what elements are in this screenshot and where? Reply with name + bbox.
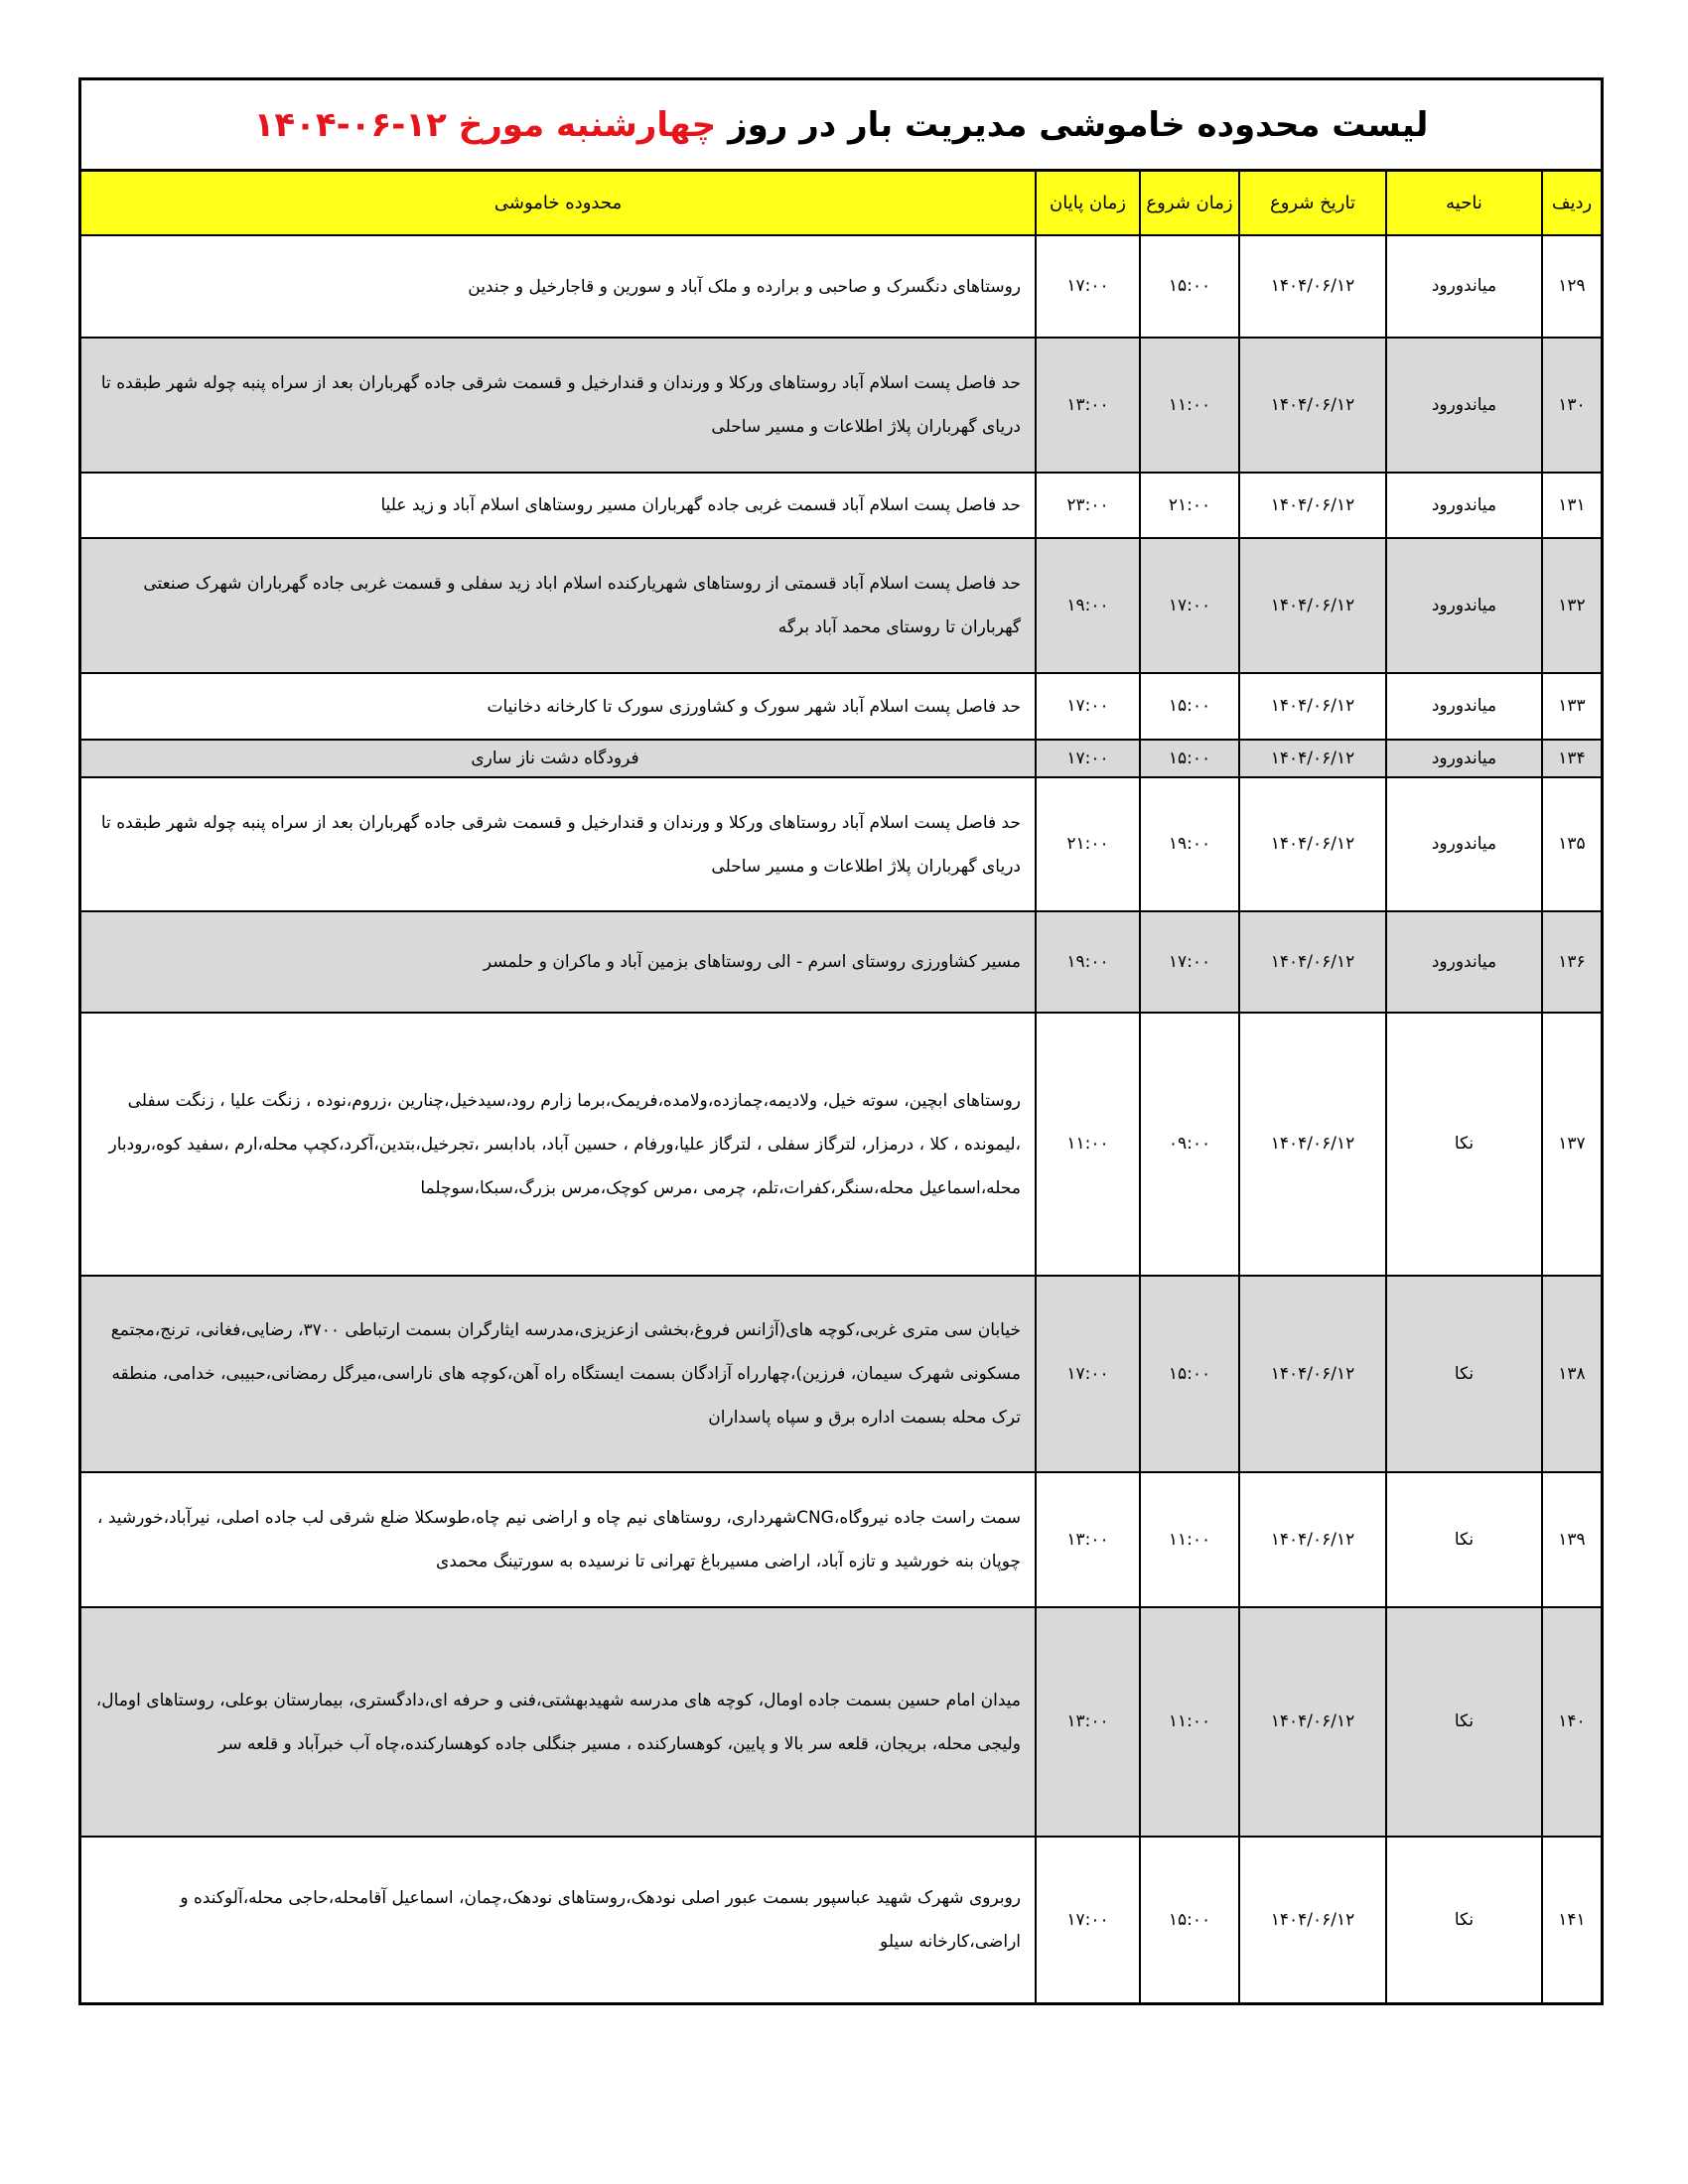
row-number: ۱۳۸ xyxy=(1542,1276,1601,1472)
table-row xyxy=(81,777,1601,911)
header-start-time: زمان شروع xyxy=(1140,172,1239,235)
header-row-number: ردیف xyxy=(1542,172,1601,235)
district: نکا xyxy=(1386,1013,1542,1276)
start-date: ۱۴۰۴/۰۶/۱۲ xyxy=(1239,1472,1386,1607)
end-time: ۱۷:۰۰ xyxy=(1036,673,1140,740)
row-number: ۱۳۴ xyxy=(1542,740,1601,777)
district: میاندورود xyxy=(1386,235,1542,338)
district: میاندورود xyxy=(1386,338,1542,473)
blackout-area: مسیر کشاورزی روستای اسرم - الی روستاهای بزمین آباد و ماکران و حلمسر xyxy=(81,911,1036,1013)
district: نکا xyxy=(1386,1607,1542,1837)
row-number: ۱۴۱ xyxy=(1542,1837,1601,2002)
district: نکا xyxy=(1386,1276,1542,1472)
row-number: ۱۴۰ xyxy=(1542,1607,1601,1837)
blackout-area: حد فاصل پست اسلام آباد قسمت غربی جاده گهرباران مسیر روستاهای اسلام آباد و زید علیا xyxy=(81,473,1036,538)
start-date: ۱۴۰۴/۰۶/۱۲ xyxy=(1239,235,1386,338)
start-date: ۱۴۰۴/۰۶/۱۲ xyxy=(1239,1013,1386,1276)
blackout-area: حد فاصل پست اسلام آباد قسمتی از روستاهای شهریارکنده اسلام اباد زید سفلی و قسمت غربی جاده گهرباران شهرک صنعتی گهرباران تا روستای محمد آباد برگه xyxy=(81,538,1036,673)
header-end-time: زمان پایان xyxy=(1036,172,1140,235)
table-row xyxy=(81,338,1601,473)
blackout-table xyxy=(81,172,1601,2002)
blackout-area: روستاهای دنگسرک و صاحبی و برارده و ملک آباد و سورین و قاجارخیل و جندین xyxy=(81,235,1036,338)
row-number: ۱۳۹ xyxy=(1542,1472,1601,1607)
blackout-area: روستاهای ابچین، سوته خیل، ولادیمه،چمازده،ولامده،فریمک،برما زارم رود،سیدخیل،چنارین ،زروم،نوده ، زنگت علیا ، زنگت سفلی ،لیمونده ، کلا ، درمزار، لترگاز سفلی ، لترگاز علیا،ورفام ، حسین آباد، بادابسر ،تجرخیل،بتدین،آکرد،کچپ محله،ارم ،سفید کوه،رودبار محله،اسماعیل محله،سنگر،کفرات،تلم، چرمی ،مرس کوچک،مرس بزرگ،سبکا،سوچلما xyxy=(81,1013,1036,1276)
district: میاندورود xyxy=(1386,740,1542,777)
table-row xyxy=(81,1837,1601,2002)
start-date: ۱۴۰۴/۰۶/۱۲ xyxy=(1239,1276,1386,1472)
row-number: ۱۳۳ xyxy=(1542,673,1601,740)
district: میاندورود xyxy=(1386,538,1542,673)
end-time: ۱۱:۰۰ xyxy=(1036,1013,1140,1276)
district: میاندورود xyxy=(1386,673,1542,740)
start-date: ۱۴۰۴/۰۶/۱۲ xyxy=(1239,911,1386,1013)
start-date: ۱۴۰۴/۰۶/۱۲ xyxy=(1239,338,1386,473)
header-blackout-area: محدوده خاموشی xyxy=(81,172,1036,235)
start-date: ۱۴۰۴/۰۶/۱۲ xyxy=(1239,473,1386,538)
blackout-area: سمت راست جاده نیروگاه،CNGشهرداری، روستاهای نیم چاه و اراضی نیم چاه،طوسکلا ضلع شرقی لب جاده اصلی، نیرآباد،خورشید ، چوپان بنه خورشید و تازه آباد، اراضی مسیرباغ تهرانی تا نرسیده به سورتینگ محمدی xyxy=(81,1472,1036,1607)
start-time: ۰۹:۰۰ xyxy=(1140,1013,1239,1276)
table-row xyxy=(81,1472,1601,1607)
title-date: چهارشنبه مورخ ۱۲-۰۶-۱۴۰۴ xyxy=(253,104,717,145)
table-row xyxy=(81,235,1601,338)
row-number: ۱۳۶ xyxy=(1542,911,1601,1013)
end-time: ۱۳:۰۰ xyxy=(1036,338,1140,473)
blackout-area: حد فاصل پست اسلام آباد روستاهای ورکلا و ورندان و قندارخیل و قسمت شرقی جاده گهرباران بعد از سراه پنبه چوله شهر طبقده تا دریای گهرباران پلاژ اطلاعات و مسیر ساحلی xyxy=(81,338,1036,473)
end-time: ۱۳:۰۰ xyxy=(1036,1607,1140,1837)
row-number: ۱۳۰ xyxy=(1542,338,1601,473)
start-date: ۱۴۰۴/۰۶/۱۲ xyxy=(1239,673,1386,740)
header-district: ناحیه xyxy=(1386,172,1542,235)
table-row xyxy=(81,673,1601,740)
table-row xyxy=(81,911,1601,1013)
end-time: ۱۷:۰۰ xyxy=(1036,1276,1140,1472)
table-row xyxy=(81,1013,1601,1276)
table-row xyxy=(81,1607,1601,1837)
blackout-area: میدان امام حسین بسمت جاده اومال، کوچه های مدرسه شهیدبهشتی،فنی و حرفه ای،دادگستری، بیمارستان بوعلی، روستاهای اومال، ولیجی محله، بریجان، قلعه سر بالا و پایین، کوهسارکنده ، مسیر جنگلی جاده کوهسارکنده،چاه آب خبرآباد و قلعه سر xyxy=(81,1607,1036,1837)
start-time: ۱۷:۰۰ xyxy=(1140,911,1239,1013)
blackout-area: فرودگاه دشت ناز ساری xyxy=(81,740,1036,777)
row-number: ۱۳۲ xyxy=(1542,538,1601,673)
start-date: ۱۴۰۴/۰۶/۱۲ xyxy=(1239,777,1386,911)
table-row xyxy=(81,1276,1601,1472)
row-number: ۱۳۷ xyxy=(1542,1013,1601,1276)
start-date: ۱۴۰۴/۰۶/۱۲ xyxy=(1239,1607,1386,1837)
row-number: ۱۳۵ xyxy=(1542,777,1601,911)
row-number: ۱۳۱ xyxy=(1542,473,1601,538)
start-time: ۲۱:۰۰ xyxy=(1140,473,1239,538)
end-time: ۱۹:۰۰ xyxy=(1036,911,1140,1013)
district: میاندورود xyxy=(1386,777,1542,911)
district: میاندورود xyxy=(1386,473,1542,538)
end-time: ۲۳:۰۰ xyxy=(1036,473,1140,538)
start-time: ۱۵:۰۰ xyxy=(1140,235,1239,338)
blackout-area: حد فاصل پست اسلام آباد روستاهای ورکلا و ورندان و قندارخیل و قسمت شرقی جاده گهرباران بعد از سراه پنبه چوله شهر طبقده تا دریای گهرباران پلاژ اطلاعات و مسیر ساحلی xyxy=(81,777,1036,911)
blackout-area: حد فاصل پست اسلام آباد شهر سورک و کشاورزی سورک تا کارخانه دخانیات xyxy=(81,673,1036,740)
table-row xyxy=(81,740,1601,777)
end-time: ۱۷:۰۰ xyxy=(1036,235,1140,338)
header-start-date: تاریخ شروع xyxy=(1239,172,1386,235)
table-header-row xyxy=(81,172,1601,235)
table-row xyxy=(81,538,1601,673)
start-time: ۱۵:۰۰ xyxy=(1140,673,1239,740)
start-time: ۱۵:۰۰ xyxy=(1140,1837,1239,2002)
start-time: ۱۱:۰۰ xyxy=(1140,338,1239,473)
blackout-schedule-sheet xyxy=(78,77,1604,2005)
row-number: ۱۲۹ xyxy=(1542,235,1601,338)
blackout-area: روبروی شهرک شهید عباسپور بسمت عبور اصلی نودهک،روستاهای نودهک،چمان، اسماعیل آقامحله،حاجی محله،آلوکنده و اراضی،کارخانه سیلو xyxy=(81,1837,1036,2002)
start-date: ۱۴۰۴/۰۶/۱۲ xyxy=(1239,740,1386,777)
page-title xyxy=(81,80,1601,172)
district: نکا xyxy=(1386,1472,1542,1607)
district: نکا xyxy=(1386,1837,1542,2002)
end-time: ۲۱:۰۰ xyxy=(1036,777,1140,911)
blackout-area: خیابان سی متری غربی،کوچه های(آژانس فروغ،بخشی ازعزیزی،مدرسه ایثارگران بسمت ارتباطی ۳۷۰۰، رضایی،فغانی، ترنج،مجتمع مسکونی شهرک سیمان، فرزین)،چهارراه آزادگان بسمت ایستگاه راه آهن،کوچه های ناراسی،میرگل رمضانی،حبیبی، خدامی، منطقه ترک محله بسمت اداره برق و سپاه پاسداران xyxy=(81,1276,1036,1472)
start-time: ۱۱:۰۰ xyxy=(1140,1472,1239,1607)
start-time: ۱۱:۰۰ xyxy=(1140,1607,1239,1837)
end-time: ۱۳:۰۰ xyxy=(1036,1472,1140,1607)
end-time: ۱۷:۰۰ xyxy=(1036,740,1140,777)
district: میاندورود xyxy=(1386,911,1542,1013)
start-date: ۱۴۰۴/۰۶/۱۲ xyxy=(1239,1837,1386,2002)
start-time: ۱۵:۰۰ xyxy=(1140,1276,1239,1472)
start-date: ۱۴۰۴/۰۶/۱۲ xyxy=(1239,538,1386,673)
start-time: ۱۹:۰۰ xyxy=(1140,777,1239,911)
end-time: ۱۷:۰۰ xyxy=(1036,1837,1140,2002)
start-time: ۱۷:۰۰ xyxy=(1140,538,1239,673)
start-time: ۱۵:۰۰ xyxy=(1140,740,1239,777)
table-row xyxy=(81,473,1601,538)
end-time: ۱۹:۰۰ xyxy=(1036,538,1140,673)
title-prefix: لیست محدوده خاموشی مدیریت بار در روز xyxy=(728,104,1429,145)
